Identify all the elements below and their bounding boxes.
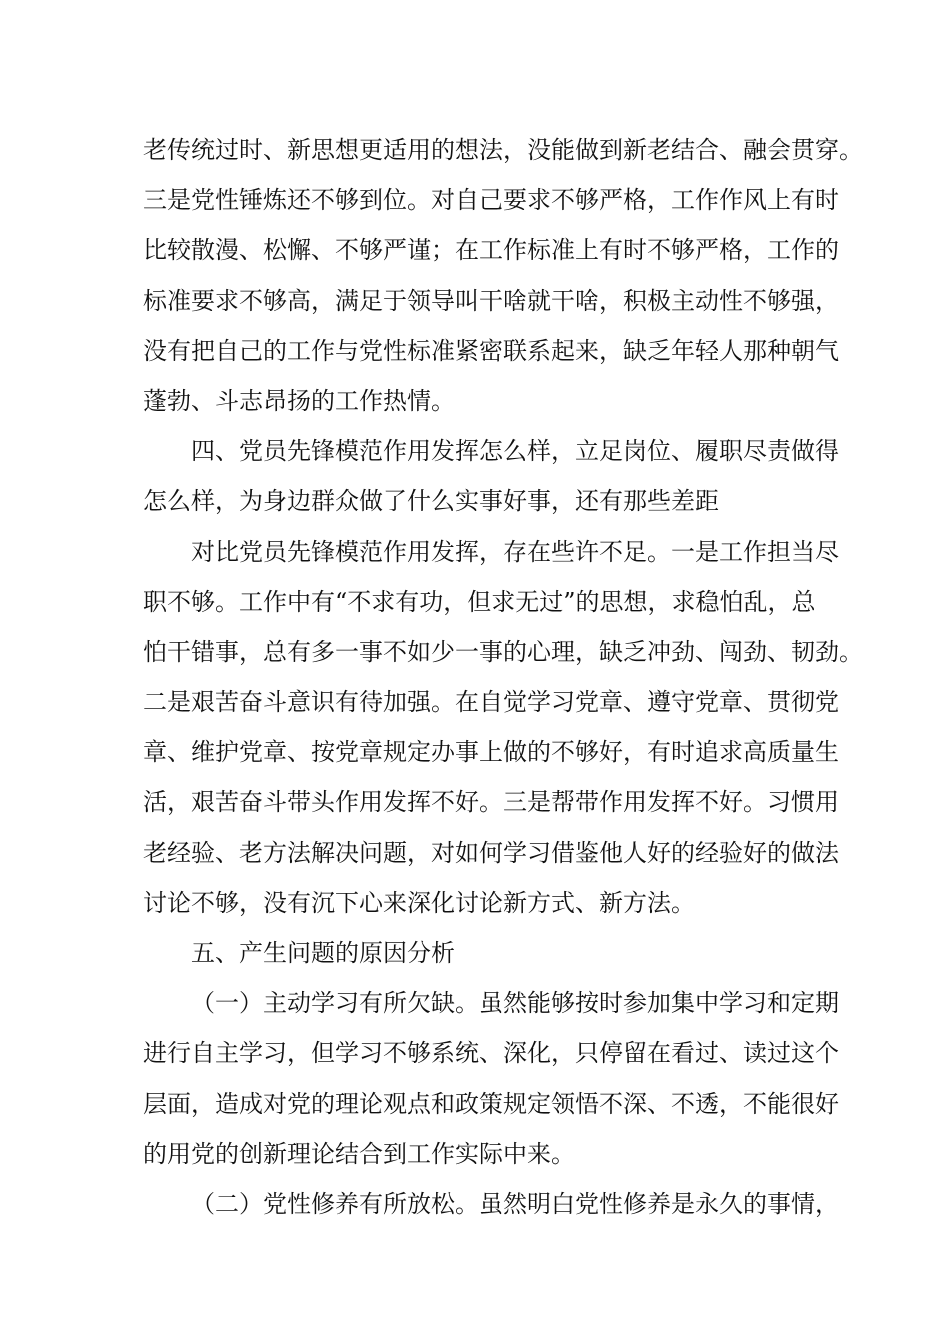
text-line: 对比党员先锋模范作用发挥，存在些许不足。一是工作担当尽: [191, 537, 839, 566]
text-line: （二）党性修养有所放松。虽然明白党性修养是永久的事情，: [191, 1189, 839, 1218]
text-line: 二是艰苦奋斗意识有待加强。在自觉学习党章、遵守党章、贯彻党: [143, 688, 839, 717]
text-line: 讨论不够，没有沉下心来深化讨论新方式、新方法。: [143, 888, 695, 917]
text-line: 活，艰苦奋斗带头作用发挥不好。三是帮带作用发挥不好。习惯用: [143, 788, 839, 817]
document-body: [143, 125, 863, 1229]
text-line: 进行自主学习，但学习不够系统、深化，只停留在看过、读过这个: [143, 1039, 839, 1068]
section-heading-line: 四、党员先锋模范作用发挥怎么样，立足岗位、履职尽责做得: [191, 437, 839, 466]
text-line: 比较散漫、松懈、不够严谨；在工作标准上有时不够严格，工作的: [143, 236, 839, 265]
text-line: 蓬勃、斗志昂扬的工作热情。: [143, 386, 455, 415]
section-heading-line: 怎么样，为身边群众做了什么实事好事，还有那些差距: [143, 487, 719, 516]
text-line: （一）主动学习有所欠缺。虽然能够按时参加集中学习和定期: [191, 989, 839, 1018]
text-line: 章、维护党章、按党章规定办事上做的不够好，有时追求高质量生: [143, 738, 839, 767]
text-line: 老经验、老方法解决问题，对如何学习借鉴他人好的经验好的做法: [143, 838, 839, 867]
text-line: 老传统过时、新思想更适用的想法，没能做到新老结合、融会贯穿。: [143, 136, 863, 164]
text-line: 三是党性锤炼还不够到位。对自己要求不够严格，工作作风上有时: [143, 186, 839, 215]
text-line: 标准要求不够高，满足于领导叫干啥就干啥，积极主动性不够强，: [143, 286, 839, 315]
section-heading-line: 五、产生问题的原因分析: [191, 939, 455, 967]
text-line: 层面，造成对党的理论观点和政策规定领悟不深、不透，不能很好: [143, 1089, 839, 1118]
text-line: 的用党的创新理论结合到工作实际中来。: [143, 1139, 575, 1168]
text-line: 怕干错事，总有多一事不如少一事的心理，缺乏冲劲、闯劲、韧劲。: [143, 637, 863, 666]
text-line: 职不够。工作中有“不求有功，但求无过”的思想，求稳怕乱，总: [143, 587, 816, 616]
text-line: 没有把自己的工作与党性标准紧密联系起来，缺乏年轻人那种朝气: [143, 336, 839, 365]
